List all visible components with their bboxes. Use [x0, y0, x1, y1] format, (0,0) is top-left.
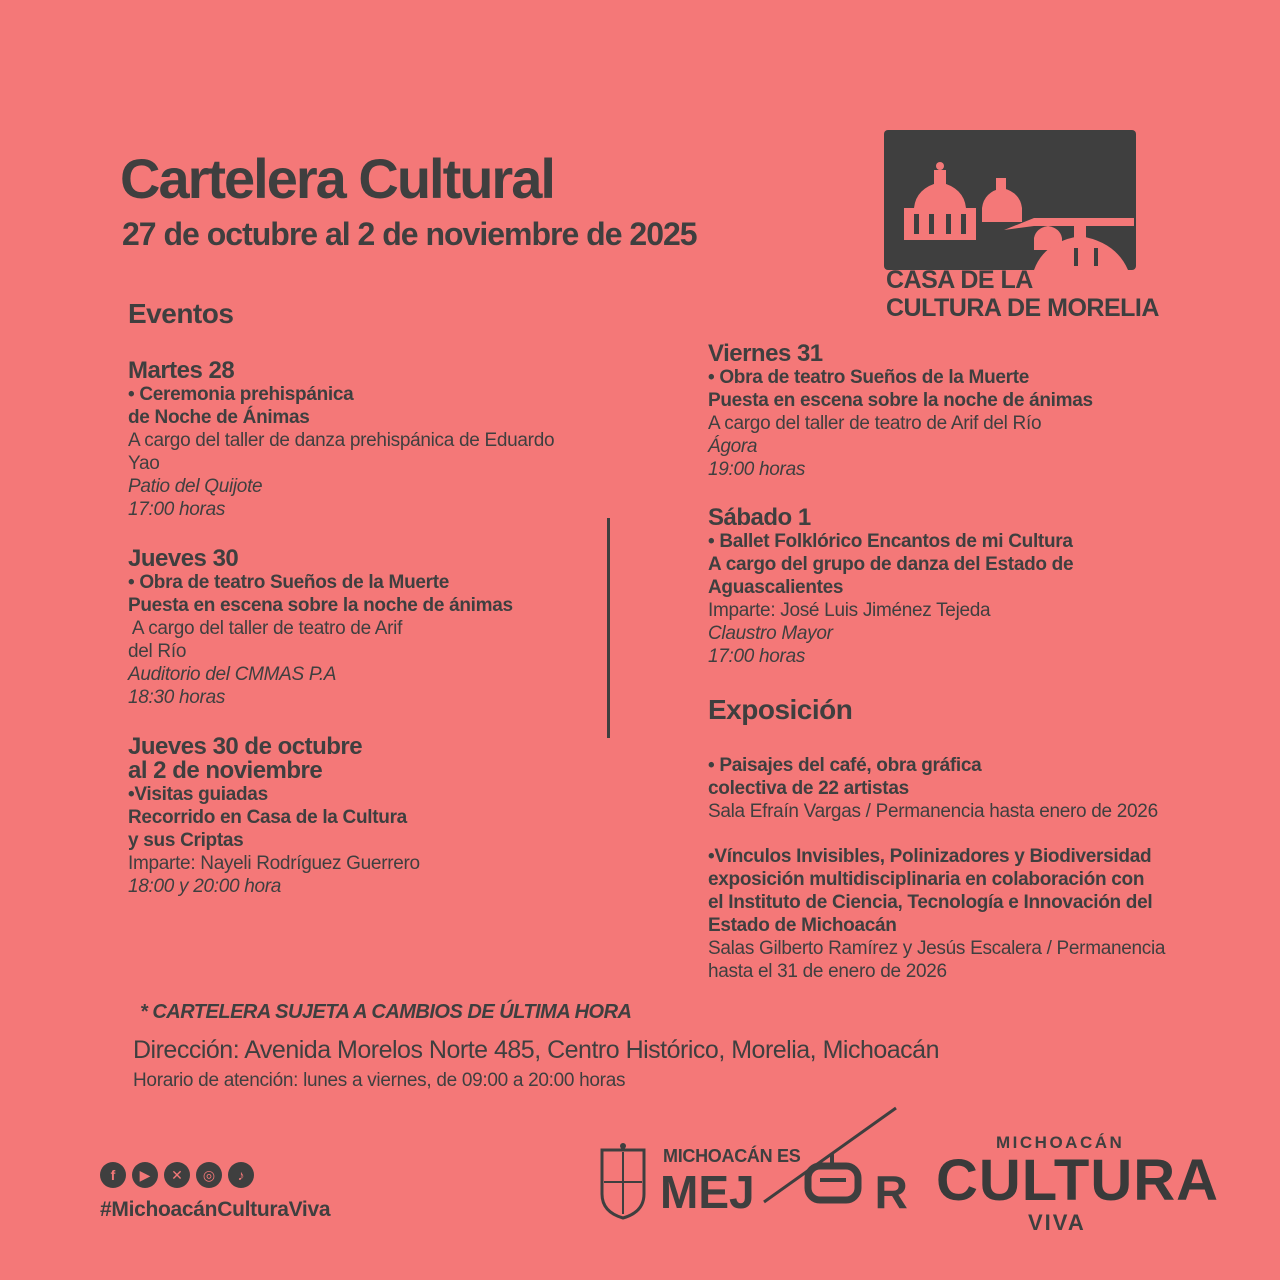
right-column — [708, 342, 1228, 983]
facebook-icon[interactable]: f — [100, 1162, 126, 1188]
event-title: • Obra de teatro Sueños de la Muerte — [128, 572, 450, 593]
expo-title: Estado de Michoacán — [708, 915, 897, 936]
expo-desc: Salas Gilberto Ramírez y Jesús Escalera / Permanencia — [708, 938, 1166, 959]
expo-title: el Instituto de Ciencia, Tecnología e Innovación del — [708, 892, 1153, 913]
event-desc: A cargo del taller de teatro de Arif — [128, 618, 403, 639]
cultura-viva-bottom: VIVA — [1028, 1210, 1086, 1235]
cultura-viva-top: MICHOACÁN — [996, 1133, 1125, 1152]
mejor-left: MEJ — [660, 1166, 755, 1218]
event-viernes — [708, 342, 1228, 481]
domes-icon — [884, 130, 1136, 270]
event-desc: A cargo del taller de danza prehispánica de Eduardo — [128, 430, 555, 451]
page-title: Cartelera Cultural — [120, 147, 554, 210]
event-day: al 2 de noviembre — [128, 757, 323, 784]
event-title: y sus Criptas — [128, 830, 244, 851]
expo-title: exposición multidisciplinaria en colaboración con — [708, 869, 1145, 890]
column-divider — [607, 518, 610, 738]
tiktok-icon[interactable]: ♪ — [228, 1162, 254, 1188]
event-title: Aguascalientes — [708, 577, 844, 598]
event-desc: A cargo del taller de teatro de Arif del Río — [708, 413, 1042, 434]
event-time: 17:00 horas — [708, 646, 806, 667]
hashtag: #MichoacánCulturaViva — [100, 1198, 331, 1221]
left-column — [128, 298, 608, 898]
event-time: 18:00 y 20:00 hora — [128, 876, 282, 897]
michoacan-es-text: MICHOACÁN ES — [663, 1146, 801, 1166]
event-title: •Visitas guiadas — [128, 784, 268, 805]
expo-vinculos — [708, 845, 1228, 983]
casa-cultura-logo — [884, 130, 1159, 326]
event-place: Auditorio del CMMAS P.A — [128, 664, 337, 685]
event-day: Jueves 30 — [128, 545, 239, 572]
address: Dirección: Avenida Morelos Norte 485, Centro Histórico, Morelia, Michoacán — [133, 1036, 939, 1064]
expo-title: •Vínculos Invisibles, Polinizadores y Biodiversidad — [708, 846, 1152, 867]
cable-car-icon — [760, 1106, 900, 1215]
event-title: • Obra de teatro Sueños de la Muerte — [708, 367, 1030, 388]
logo-line2: CULTURA DE MORELIA — [886, 294, 1159, 322]
event-desc: del Río — [128, 641, 187, 662]
office-hours: Horario de atención: lunes a viernes, de 09:00 a 20:00 horas — [133, 1070, 626, 1091]
event-title: Puesta en escena sobre la noche de ánimas — [128, 595, 513, 616]
event-day: Martes 28 — [128, 357, 235, 384]
section-eventos: Eventos — [128, 298, 234, 329]
event-time: 19:00 horas — [708, 459, 806, 480]
event-title: Puesta en escena sobre la noche de ánimas — [708, 390, 1093, 411]
event-title: Recorrido en Casa de la Cultura — [128, 807, 407, 828]
cultura-viva-logo: CULTURA — [936, 1148, 1219, 1213]
event-place: Patio del Quijote — [128, 476, 263, 497]
event-time: 18:30 horas — [128, 687, 226, 708]
youtube-icon[interactable]: ▶ — [132, 1162, 158, 1188]
schedule-note: * CARTELERA SUJETA A CAMBIOS DE ÚLTIMA HORA — [140, 1001, 632, 1023]
event-title: de Noche de Ánimas — [128, 407, 310, 428]
event-martes — [128, 359, 608, 521]
event-desc: Imparte: Nayeli Rodríguez Guerrero — [128, 853, 420, 874]
event-time: 17:00 horas — [128, 499, 226, 520]
event-title: A cargo del grupo de danza del Estado de — [708, 554, 1074, 575]
event-desc: Imparte: José Luis Jiménez Tejeda — [708, 600, 991, 621]
logo-line1: CASA DE LA — [886, 266, 1033, 294]
expo-title: colectiva de 22 artistas — [708, 778, 909, 799]
date-range: 27 de octubre al 2 de noviembre de 2025 — [122, 216, 697, 252]
event-jueves — [128, 547, 608, 709]
event-place: Ágora — [708, 436, 758, 457]
event-day: Jueves 30 de octubre — [128, 733, 363, 760]
instagram-icon[interactable]: ◎ — [196, 1162, 222, 1188]
event-visitas — [128, 735, 608, 898]
event-sabado — [708, 506, 1228, 668]
event-title: • Ballet Folklórico Encantos de mi Cultura — [708, 531, 1073, 552]
expo-desc: hasta el 31 de enero de 2026 — [708, 961, 947, 982]
mejor-right: R — [874, 1166, 908, 1218]
event-day: Viernes 31 — [708, 340, 823, 367]
section-exposicion: Exposición — [708, 694, 853, 725]
shield-icon — [598, 1142, 648, 1225]
event-desc: Yao — [128, 453, 160, 474]
x-icon[interactable]: ✕ — [164, 1162, 190, 1188]
expo-desc: Sala Efraín Vargas / Permanencia hasta enero de 2026 — [708, 801, 1158, 822]
event-title: • Ceremonia prehispánica — [128, 384, 354, 405]
expo-paisajes — [708, 754, 1228, 823]
event-day: Sábado 1 — [708, 504, 811, 531]
expo-title: • Paisajes del café, obra gráfica — [708, 755, 982, 776]
event-place: Claustro Mayor — [708, 623, 833, 644]
social-icons — [100, 1162, 254, 1188]
